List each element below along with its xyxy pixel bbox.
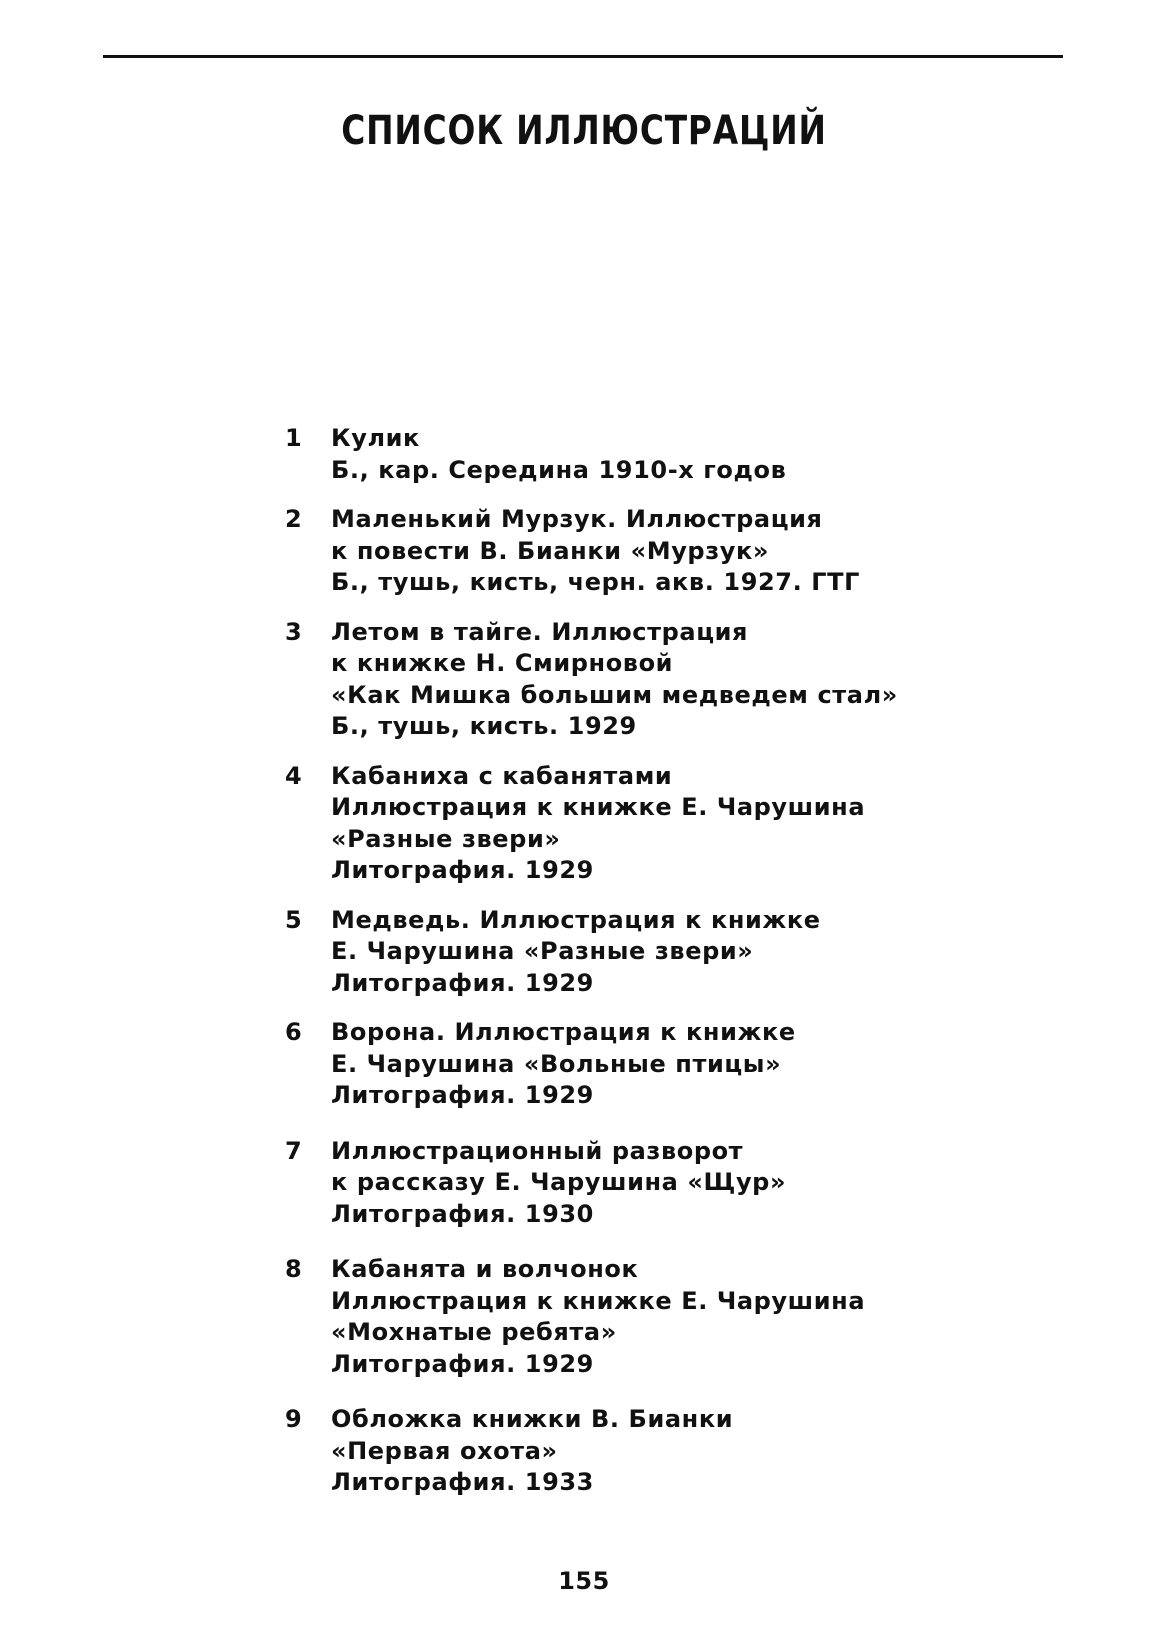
- entry-number: 6: [285, 1018, 302, 1046]
- entry-text: [331, 1136, 1045, 1231]
- entry-line: Е. Чарушина «Разные звери»: [331, 937, 754, 965]
- entry-number: 4: [285, 761, 302, 790]
- entry-line: Медведь. Иллюстрация к книжке: [331, 905, 821, 934]
- entry-text: [331, 1017, 1045, 1112]
- page-number: 155: [558, 1567, 610, 1595]
- entry-line: Литография. 1930: [331, 1199, 594, 1228]
- list-item: [285, 1404, 1045, 1499]
- entry-line: «Мохнатые ребята»: [331, 1318, 617, 1346]
- entry-line: Литография. 1929: [331, 856, 594, 884]
- list-item: [285, 1017, 1045, 1112]
- entry-line: «Как Мишка большим медведем стал»: [331, 680, 898, 709]
- entry-text: [331, 1254, 1045, 1380]
- list-item: [285, 617, 1045, 743]
- list-item: [285, 504, 1045, 599]
- entry-text: [331, 504, 1045, 599]
- entry-line: Литография. 1929: [331, 1081, 594, 1109]
- entry-line: Ворона. Иллюстрация к книжке: [331, 1018, 796, 1046]
- entry-line: Кабанята и волчонок: [331, 1255, 639, 1283]
- entry-line: Обложка книжки В. Бианки: [331, 1405, 734, 1433]
- entry-text: [331, 617, 1045, 743]
- entry-line: Б., кар. Середина 1910-х годов: [331, 455, 787, 484]
- entry-text: [331, 1404, 1045, 1499]
- list-item: [285, 423, 1045, 486]
- entry-line: «Первая охота»: [331, 1436, 558, 1465]
- entry-number: 3: [285, 617, 302, 646]
- entry-line: Б., тушь, кисть. 1929: [331, 712, 637, 740]
- entry-line: Б., тушь, кисть, черн. акв. 1927. ГТГ: [331, 568, 861, 596]
- entry-line: Литография. 1929: [331, 1349, 594, 1378]
- entry-number: 1: [285, 424, 302, 452]
- list-item: [285, 761, 1045, 887]
- entry-line: к повести В. Бианки «Мурзук»: [331, 536, 769, 565]
- entry-line: Е. Чарушина «Вольные птицы»: [331, 1049, 782, 1078]
- list-item: [285, 1136, 1045, 1231]
- top-rule: [103, 55, 1063, 58]
- entry-number: 7: [285, 1136, 302, 1165]
- entry-line: «Разные звери»: [331, 824, 561, 853]
- entry-line: Литография. 1933: [331, 1468, 594, 1496]
- entry-text: [331, 905, 1045, 1000]
- list-item: [285, 1254, 1045, 1380]
- entry-text: [331, 761, 1045, 887]
- entry-number: 8: [285, 1255, 302, 1283]
- entry-line: Кулик: [331, 424, 420, 452]
- page-title: СПИСОК ИЛЛЮСТРАЦИЙ: [341, 108, 827, 154]
- entry-line: Маленький Мурзук. Иллюстрация: [331, 505, 823, 533]
- illustration-list: [285, 423, 1045, 1499]
- entry-line: Иллюстрация к книжке Е. Чарушина: [331, 793, 866, 821]
- entry-line: Литография. 1929: [331, 968, 594, 997]
- entry-line: Летом в тайге. Иллюстрация: [331, 617, 749, 646]
- entry-number: 5: [285, 905, 302, 934]
- entry-number: 9: [285, 1405, 302, 1433]
- entry-number: 2: [285, 505, 302, 533]
- entry-text: [331, 423, 1045, 486]
- entry-line: Иллюстрационный разворот: [331, 1136, 744, 1165]
- entry-line: Иллюстрация к книжке Е. Чарушина: [331, 1286, 866, 1315]
- entry-line: к книжке Н. Смирновой: [331, 649, 674, 677]
- list-item: [285, 905, 1045, 1000]
- entry-line: Кабаниха с кабанятами: [331, 761, 673, 790]
- entry-line: к рассказу Е. Чарушина «Щур»: [331, 1168, 787, 1196]
